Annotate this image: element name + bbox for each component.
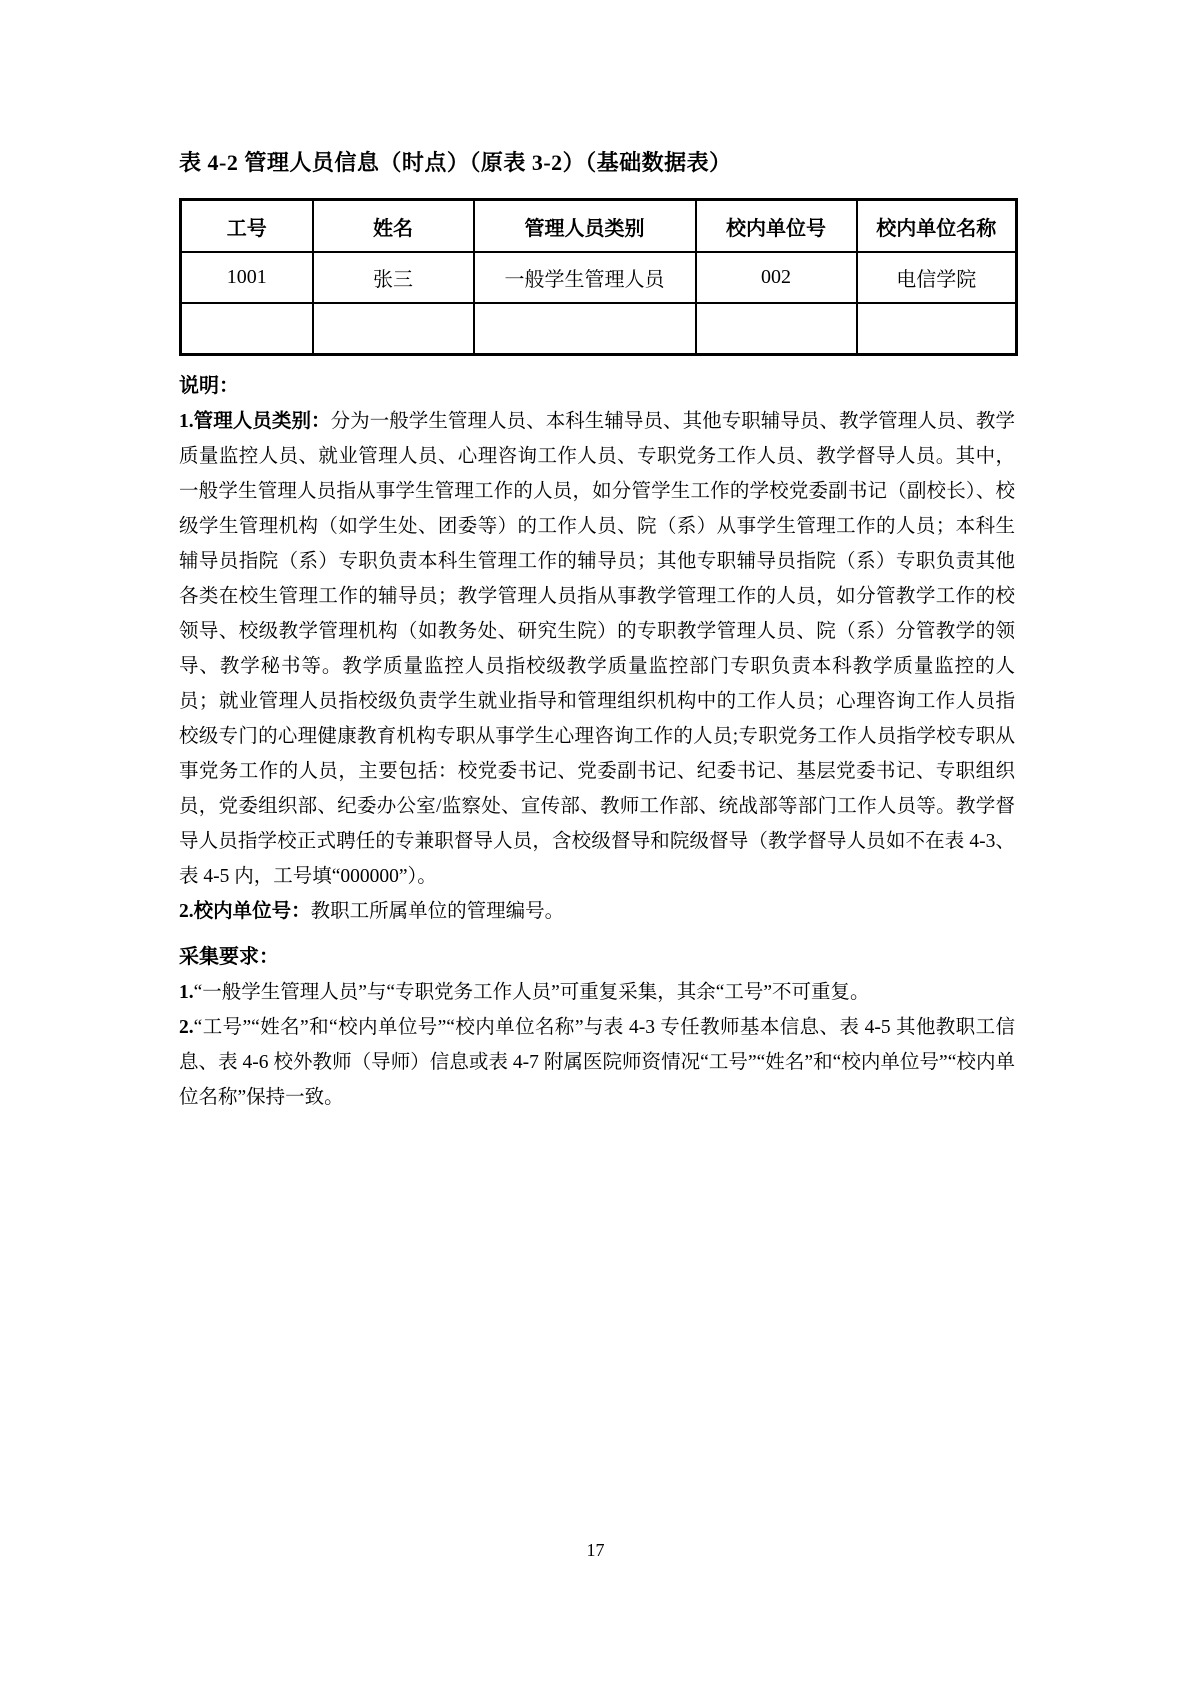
requirement-item [179, 975, 1015, 1010]
table-row [181, 252, 1017, 303]
table-header-cell: 管理人员类别 [474, 200, 696, 253]
table-cell: 002 [696, 252, 857, 303]
page-number: 17 [586, 1540, 605, 1560]
requirements-section [179, 940, 1015, 1115]
notes-heading: 说明： [179, 375, 239, 397]
requirement-item-text: “工号”“姓名”和“校内单位号”“校内单位名称”与表 4-3 专任教师基本信息、表 4-5 其他教职工信息、表 4-6 校外教师（导师）信息或表 4-7 附属医院师资情况“工号”“姓名”和“校内单位号”“校内单位名称”保持一致。 [179, 1017, 1015, 1108]
table-cell [696, 303, 857, 355]
note-item-text: 教职工所属单位的管理编号。 [310, 901, 565, 922]
page-content [179, 146, 1015, 1115]
table-cell: 电信学院 [857, 252, 1017, 303]
admin-staff-table [179, 198, 1018, 356]
note-item [179, 404, 1015, 894]
table-cell: 1001 [181, 252, 313, 303]
requirement-item-label: 1. [179, 982, 194, 1003]
notes-section [179, 369, 1015, 929]
requirement-item-label: 2. [179, 1017, 194, 1038]
table-header-cell: 工号 [181, 200, 313, 253]
table-header-cell: 校内单位号 [696, 200, 857, 253]
table-cell [857, 303, 1017, 355]
table-row [181, 303, 1017, 355]
table-cell [181, 303, 313, 355]
table-cell: 一般学生管理人员 [474, 252, 696, 303]
note-item-label: 1.管理人员类别： [179, 411, 331, 432]
requirement-item-text: “一般学生管理人员”与“专职党务工作人员”可重复采集，其余“工号”不可重复。 [193, 982, 870, 1003]
note-item-label: 2.校内单位号： [179, 901, 311, 922]
note-item [179, 894, 1015, 929]
table-header-cell: 姓名 [313, 200, 474, 253]
requirement-item [179, 1010, 1015, 1115]
table-header-cell: 校内单位名称 [857, 200, 1017, 253]
table-cell [313, 303, 474, 355]
requirements-heading: 采集要求： [179, 946, 279, 968]
table-cell: 张三 [313, 252, 474, 303]
table-header-row [181, 200, 1017, 253]
note-item-text: 分为一般学生管理人员、本科生辅导员、其他专职辅导员、教学管理人员、教学质量监控人员、就业管理人员、心理咨询工作人员、专职党务工作人员、教学督导人员。其中，一般学生管理人员指从事学生管理工作的人员，如分管学生工作的学校党委副书记（副校长）、校级学生管理机构（如学生处、团委等）的工作人员、院（系）从事学生管理工作的人员；本科生辅导员指院（系）专职负责本科生管理工作的辅导员；其他专职辅导员指院（系）专职负责其他各类在校生管理工作的辅导员；教学管理人员指从事教学管理工作的人员，如分管教学工作的校领导、校级教学管理机构（如教务处、研究生院）的专职教学管理人员、院（系）分管教学的领导、教学秘书等。教学质量监控人员指校级教学质量监控部门专职负责本科教学质量监控的人员；就业管理人员指校级负责学生就业指导和管理组织机构中的工作人员；心理咨询工作人员指校级专门的心理健康教育机构专职从事学生心理咨询工作的人员;专职党务工作人员指学校专职从事党务工作的人员，主要包括：校党委书记、党委副书记、纪委书记、基层党委书记、专职组织员，党委组织部、纪委办公室/监察处、宣传部、教师工作部、统战部等部门工作人员等。教学督导人员指学校正式聘任的专兼职督导人员，含校级督导和院级督导（教学督导人员如不在表 4-3、表 4-5 内，工号填“000000”）。 [179, 411, 1015, 887]
table-cell [474, 303, 696, 355]
page-title: 表 4-2 管理人员信息（时点）（原表 3-2）（基础数据表） [179, 150, 732, 175]
